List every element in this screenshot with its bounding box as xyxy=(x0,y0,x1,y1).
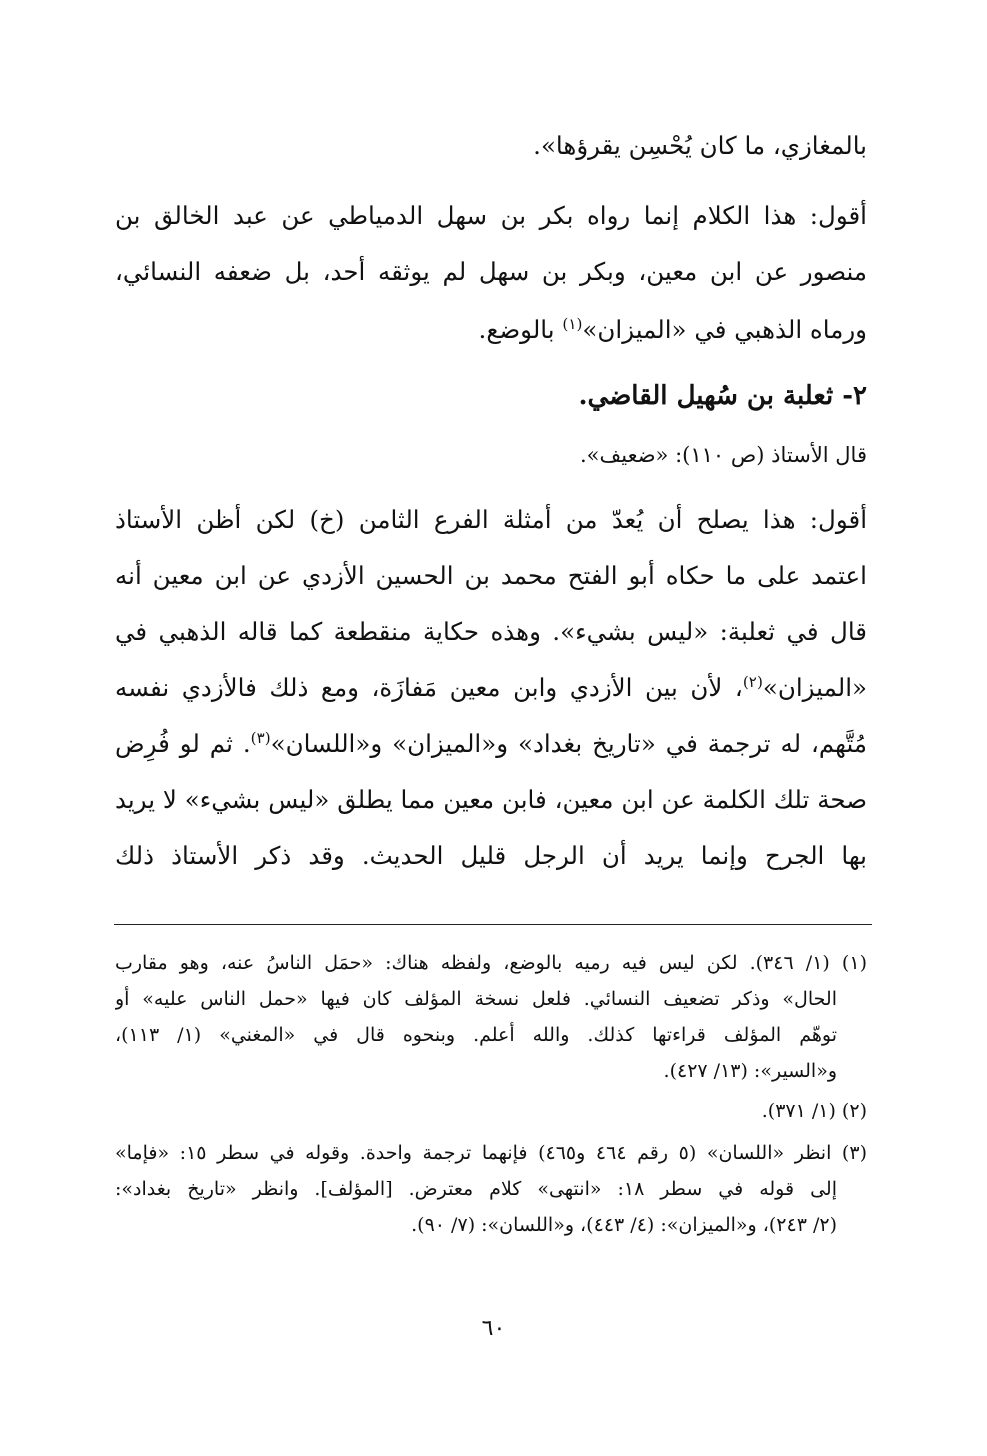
body-line-5: أقول: هذا يصلح أن يُعدّ من أمثلة الفرع الثامن (خ) لكن أظن الأستاذ xyxy=(115,505,867,534)
footnote-1-line-2: الحال» وذكر تضعيف النسائي. فلعل نسخة المؤلف كان فيها «حمل الناس عليه» أو xyxy=(115,988,837,1010)
footnote-ref-1: (١) xyxy=(562,314,583,333)
footnote-ref-3: (٣) xyxy=(250,728,271,747)
body-line-4 xyxy=(115,310,867,350)
footnote-3-line-2: إلى قوله في سطر ١٨: «انتهى» كلام معترض. [المؤلف]. وانظر «تاريخ بغداد»: xyxy=(115,1178,837,1200)
body-line-11: بها الجرح وإنما يريد أن الرجل قليل الحديث. وقد ذكر الأستاذ ذلك xyxy=(115,841,867,870)
body-line-3: منصور عن ابن معين، وبكر بن سهل لم يوثقه أحد، بل ضعفه النسائي، xyxy=(115,257,867,286)
footnote-divider xyxy=(114,924,872,925)
footnote-1-line-4: و«السير»: (١٣/ ٤٢٧). xyxy=(663,1060,837,1082)
body-line-9-end: . ثم لو فُرِض xyxy=(115,729,251,758)
body-line-8-end: ، لأن بين الأزدي وابن معين مَفازَة، ومع ذلك فالأزدي نفسه xyxy=(115,673,743,702)
footnote-3-line-1: (٣) انظر «اللسان» (٥ رقم ٤٦٤ و٤٦٥) فإنهما ترجمة واحدة. وقوله في سطر ١٥: «فإما» xyxy=(115,1142,867,1164)
body-line-2: أقول: هذا الكلام إنما رواه بكر بن سهل الدمياطي عن عبد الخالق بن xyxy=(115,201,867,230)
page-number: ٦٠ xyxy=(481,1316,506,1341)
footnote-1-line-1: (١) (١/ ٣٤٦). لكن ليس فيه رميه بالوضع، ولفظه هناك: «حمَل الناسُ عنه، وهو مقارب xyxy=(115,952,867,974)
footnote-2: (٢) (١/ ٣٧١). xyxy=(761,1100,867,1122)
footnote-ref-2: (٢) xyxy=(742,672,763,691)
body-line-9-start: مُتَّهم، له ترجمة في «تاريخ بغداد» و«الميزان» و«اللسان» xyxy=(270,729,867,758)
footnote-3-line-3: (٢/ ٢٤٣)، و«الميزان»: (٤/ ٤٤٣)، و«اللسان»: (٧/ ٩٠). xyxy=(411,1214,837,1236)
footnote-1-line-3: توهّم المؤلف قراءتها كذلك. والله أعلم. وبنحوه قال في «المغني» (١/ ١١٣)، xyxy=(115,1024,837,1046)
body-line-1: بالمغازي، ما كان يُحْسِن يقرؤها». xyxy=(533,131,867,160)
body-line-6: اعتمد على ما حكاه أبو الفتح محمد بن الحسين الأزدي عن ابن معين أنه xyxy=(115,561,867,590)
body-line-7: قال في ثعلبة: «ليس بشيء». وهذه حكاية منقطعة كما قاله الذهبي في xyxy=(115,617,867,646)
body-line-8 xyxy=(115,668,867,708)
ustadh-quote: قال الأستاذ (ص ١١٠): «ضعيف». xyxy=(580,443,867,467)
body-line-4-text: ورماه الذهبي في «الميزان» xyxy=(582,315,867,344)
body-line-10: صحة تلك الكلمة عن ابن معين، فابن معين مما يطلق «ليس بشيء» لا يريد xyxy=(115,785,867,814)
body-line-8-start: «الميزان» xyxy=(762,673,867,702)
body-line-9 xyxy=(115,724,867,764)
section-heading: ٢- ثعلبة بن سُهيل القاضي. xyxy=(578,381,867,411)
body-line-4-end: بالوضع. xyxy=(478,315,563,344)
